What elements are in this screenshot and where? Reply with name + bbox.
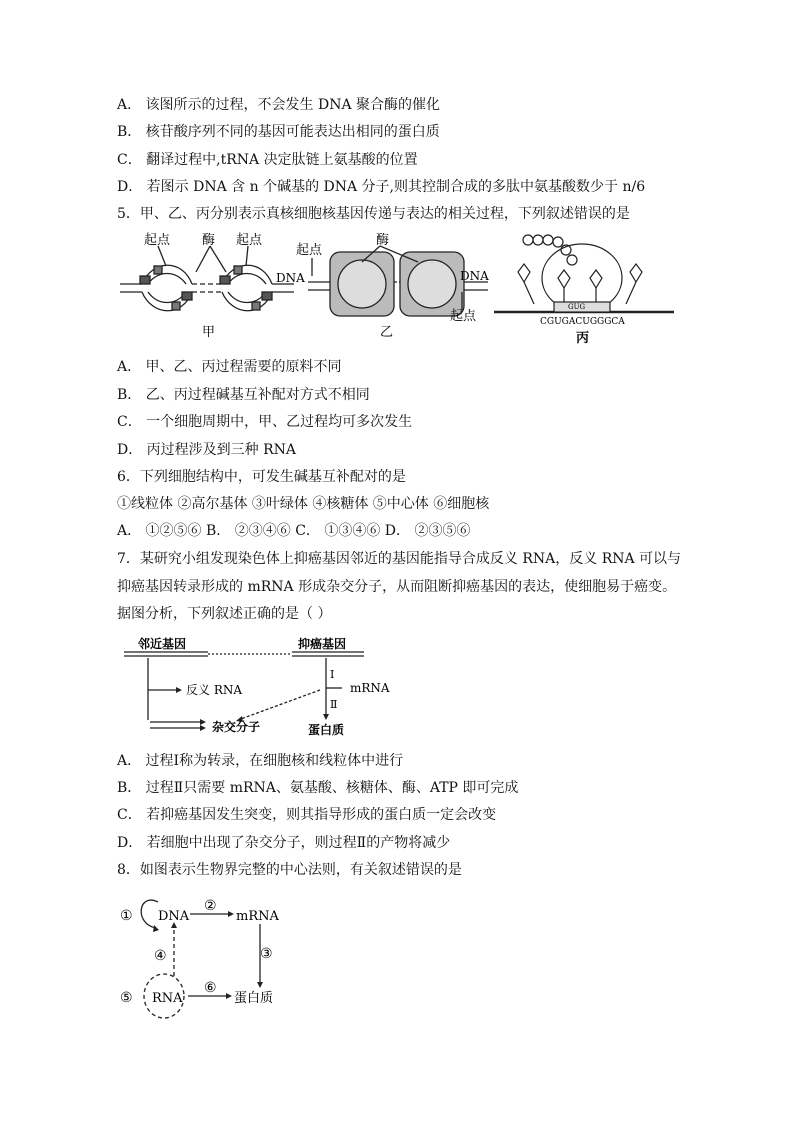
q8-label-3: ③ xyxy=(260,946,273,962)
q8-mrna: mRNA xyxy=(236,909,279,924)
q4-option-d: D． 若图示 DNA 含 n 个碱基的 DNA 分子,则其控制合成的多肽中氨基酸数少于 n/6 xyxy=(117,179,646,195)
q7-option-a: A． 过程Ⅰ称为转录，在细胞核和线粒体中进行 xyxy=(117,753,404,769)
q7-stem-line-1: 7．某研究小组发现染色体上抑癌基因邻近的基因能指导合成反义 RNA，反义 RNA 可以与 xyxy=(117,551,682,567)
q8-label-1: ① xyxy=(120,908,133,924)
q4-option-b: B． 核苷酸序列不同的基因可能表达出相同的蛋白质 xyxy=(117,124,440,140)
q8-rna: RNA xyxy=(152,991,183,1006)
q7-antisense-rna: 反义 RNA xyxy=(186,683,243,697)
q7-stem-line-3: 据图分析，下列叙述正确的是（ ） xyxy=(117,606,332,622)
q5-stem: 5．甲、乙、丙分别表示真核细胞核基因传递与表达的相关过程，下列叙述错误的是 xyxy=(117,206,630,222)
q8-figure xyxy=(118,890,298,1030)
q5-origin-label-2: 起点 xyxy=(236,233,263,248)
q7-adjacent-gene: 邻近基因 xyxy=(138,637,187,651)
q7-mrna: mRNA xyxy=(350,681,390,695)
q5-origin-label-1: 起点 xyxy=(144,233,171,248)
q8-dna: DNA xyxy=(158,909,190,924)
q8-stem: 8．如图表示生物界完整的中心法则，有关叙述错误的是 xyxy=(117,862,462,878)
q4-option-c: C． 翻译过程中,tRNA 决定肽链上氨基酸的位置 xyxy=(117,152,418,168)
q4-option-a: A． 该图所示的过程，不会发生 DNA 聚合酶的催化 xyxy=(117,97,441,113)
q5-label-bing: 丙 xyxy=(576,331,590,346)
q6-options: A． ①②⑤⑥ B． ②③④⑥ C． ①③④⑥ D． ②③⑤⑥ xyxy=(117,523,471,539)
q7-figure xyxy=(120,634,400,744)
q7-option-d: D． 若细胞中出现了杂交分子，则过程Ⅱ的产物将减少 xyxy=(117,835,451,851)
q5-enzyme-label-2: 酶 xyxy=(376,233,390,248)
q5-figure xyxy=(118,232,678,352)
q5-option-c: C． 一个细胞周期中，甲、乙过程均可多次发生 xyxy=(117,414,413,430)
q5-dna-label-2: DNA xyxy=(460,269,489,283)
q7-option-c: C． 若抑癌基因发生突变，则其指导形成的蛋白质一定会改变 xyxy=(117,807,497,823)
q5-option-a: A． 甲、乙、丙过程需要的原料不同 xyxy=(117,359,342,375)
q7-hybrid: 杂交分子 xyxy=(212,720,261,734)
q7-step-2: Ⅱ xyxy=(330,698,338,711)
q5-diagram-bing xyxy=(494,235,674,312)
q6-items: ①线粒体 ②高尔基体 ③叶绿体 ④核糖体 ⑤中心体 ⑥细胞核 xyxy=(117,496,490,512)
q5-option-b: B． 乙、丙过程碱基互补配对方式不相同 xyxy=(117,387,370,403)
q6-stem: 6．下列细胞结构中，可发生碱基互补配对的是 xyxy=(117,469,406,485)
q8-label-2: ② xyxy=(204,898,217,914)
q5-label-jia: 甲 xyxy=(202,325,216,340)
q5-mrna-sequence: CGUGACUGGGCA xyxy=(540,317,625,327)
q7-suppressor-gene: 抑癌基因 xyxy=(298,637,347,651)
q5-origin-label-3: 起点 xyxy=(296,243,323,258)
q8-label-4: ④ xyxy=(154,948,167,964)
q5-codon: GUG xyxy=(568,303,586,311)
q7-protein: 蛋白质 xyxy=(308,723,345,737)
q5-dna-label-1: DNA xyxy=(276,271,305,285)
q7-stem-line-2: 抑癌基因转录形成的 mRNA 形成杂交分子，从而阻断抑癌基因的表达，使细胞易于癌变。 xyxy=(117,579,677,595)
q5-origin-label-4: 起点 xyxy=(450,309,477,324)
q8-protein: 蛋白质 xyxy=(234,991,274,1006)
q5-enzyme-label-1: 酶 xyxy=(202,233,216,248)
q8-label-5: ⑤ xyxy=(120,990,133,1006)
q5-label-yi: 乙 xyxy=(380,325,394,340)
q7-step-1: Ⅰ xyxy=(330,668,335,681)
q7-option-b: B． 过程Ⅱ只需要 mRNA、氨基酸、核糖体、酶、ATP 即可完成 xyxy=(117,780,519,796)
q8-label-6: ⑥ xyxy=(204,980,217,996)
q5-option-d: D． 丙过程涉及到三种 RNA xyxy=(117,442,297,458)
q5-diagram-jia xyxy=(120,246,294,311)
